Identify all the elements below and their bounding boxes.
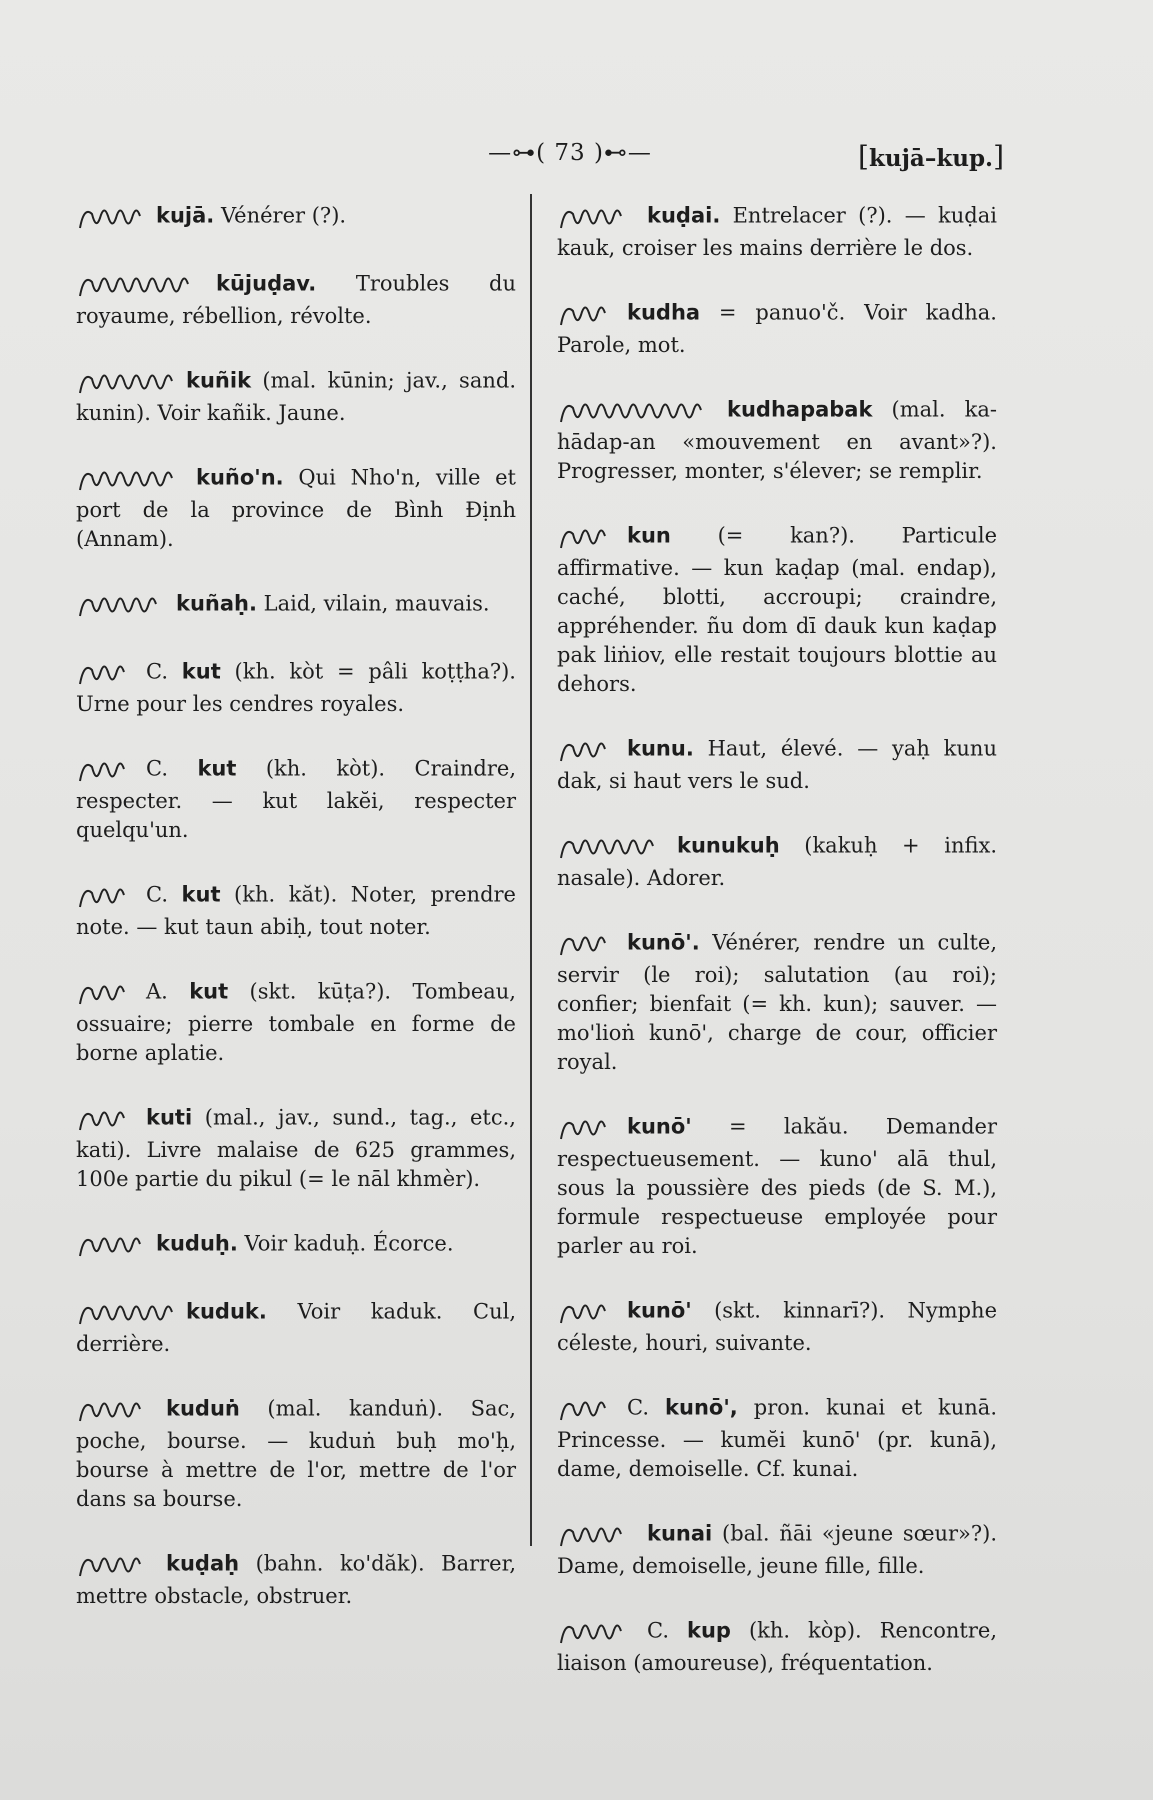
definition: (mal. ka-hādap-an «mouvement en avant»?). Progresser, monter, s'élever; se remplir.	[557, 397, 997, 483]
definition: (= kan?). Particule affirmative. — kun kaḍap (mal. endap), caché, blotti, accroupi; craindre, appréhender. ñu dom dī dauk kun kaḍap pak liṅiov, elle restait toujours blottie au dehors.	[557, 523, 997, 696]
dictionary-entry	[557, 1111, 997, 1261]
origin-prefix: C.	[647, 1618, 669, 1643]
running-head: [kujā–kup.]	[858, 140, 1005, 173]
headword: kun	[627, 523, 671, 548]
dictionary-entry	[557, 297, 997, 360]
dictionary-entry	[76, 1393, 516, 1514]
dictionary-entry	[557, 1295, 997, 1358]
headword: kuñik	[186, 368, 252, 393]
headword: kunō'.	[627, 930, 700, 955]
headword: kuduṅ	[166, 1396, 240, 1421]
origin-prefix: C.	[146, 756, 168, 781]
cham-script-headword-icon	[557, 1518, 637, 1552]
running-head-text: kujā–kup.	[868, 145, 994, 172]
cham-script-headword-icon	[557, 200, 637, 234]
headword: kunō',	[665, 1395, 738, 1420]
headword: kuḍai.	[647, 203, 721, 228]
page-number: —⊶( 73 )⊷—	[488, 140, 652, 166]
dictionary-entry	[76, 1228, 516, 1262]
dictionary-entry	[76, 976, 516, 1068]
dictionary-entry	[76, 1296, 516, 1359]
cham-script-headword-icon	[76, 588, 166, 622]
headword: kuño'n.	[196, 465, 284, 490]
definition: (kakuḥ + infix. nasale). Adorer.	[557, 833, 997, 890]
definition: Voir kaduk. Cul, derrière.	[76, 1299, 516, 1356]
headword: kujā.	[156, 203, 215, 228]
cham-script-headword-icon	[76, 1228, 146, 1262]
headword: kuti	[146, 1105, 193, 1130]
definition: Haut, élevé. — yaḥ kunu dak, si haut vers le sud.	[557, 736, 997, 793]
headword: kuḍaḥ	[166, 1551, 240, 1576]
origin-prefix: A.	[146, 979, 168, 1004]
definition: (skt. kinnarī?). Nymphe céleste, houri, suivante.	[557, 1298, 997, 1355]
cham-script-headword-icon	[76, 656, 136, 690]
dictionary-entry	[557, 733, 997, 796]
headword: kut	[181, 659, 221, 684]
definition: (kh. kòp). Rencontre, liaison (amoureuse), fréquentation.	[557, 1618, 997, 1675]
cham-script-headword-icon	[76, 462, 186, 496]
definition: (kh. kăt). Noter, prendre note. — kut taun abiḥ, tout noter.	[76, 882, 516, 939]
cham-script-headword-icon	[76, 365, 176, 399]
cham-script-headword-icon	[76, 1102, 136, 1136]
definition: Laid, vilain, mauvais.	[256, 591, 490, 616]
definition: pron. kunai et kunā. Princesse. — kumĕi kunō' (pr. kunā), dame, demoiselle. Cf. kunai.	[557, 1395, 997, 1481]
definition: (bahn. ko'dăk). Barrer, mettre obstacle, obstruer.	[76, 1551, 516, 1608]
cham-script-headword-icon	[557, 1295, 617, 1329]
dictionary-entry	[76, 588, 516, 622]
headword: kunō'	[627, 1298, 692, 1323]
headword: kuduḥ.	[156, 1231, 238, 1256]
definition: Entrelacer (?). — kuḍai kauk, croiser les mains derrière le dos.	[557, 203, 997, 260]
origin-prefix: C.	[627, 1395, 649, 1420]
definition: (mal., jav., sund., tag., etc., kati). Livre malaise de 625 grammes, 100e partie du pikul (= le nāl khmèr).	[76, 1105, 516, 1191]
dictionary-entry	[557, 1392, 997, 1484]
cham-script-headword-icon	[76, 753, 136, 787]
dictionary-entry	[76, 268, 516, 331]
cham-script-headword-icon	[557, 520, 617, 554]
headword: kup	[687, 1618, 731, 1643]
dictionary-entry	[76, 365, 516, 428]
headword: kudha	[627, 300, 701, 325]
definition: Troubles du royaume, rébellion, révolte.	[76, 271, 516, 328]
headword: kunō'	[627, 1114, 692, 1139]
cham-script-headword-icon	[557, 1111, 617, 1145]
definition: (bal. ñāi «jeune sœur»?). Dame, demoiselle, jeune fille, fille.	[557, 1521, 997, 1578]
headword: kuñaḥ.	[176, 591, 257, 616]
headword: kudhapabak	[727, 397, 873, 422]
cham-script-headword-icon	[76, 268, 206, 302]
cham-script-headword-icon	[557, 1392, 617, 1426]
cham-script-headword-icon	[557, 830, 667, 864]
dictionary-entry	[557, 520, 997, 699]
dictionary-entry	[557, 927, 997, 1077]
cham-script-headword-icon	[76, 200, 146, 234]
dictionary-entry	[76, 200, 516, 234]
definition: = panuo'č. Voir kadha. Parole, mot.	[557, 300, 997, 357]
dictionary-entry	[76, 462, 516, 554]
headword: kunai	[647, 1521, 713, 1546]
cham-script-headword-icon	[557, 1615, 637, 1649]
column-divider	[530, 194, 532, 1546]
dictionary-entry	[557, 1615, 997, 1678]
cham-script-headword-icon	[557, 733, 617, 767]
definition: Voir kaduḥ. Écorce.	[237, 1231, 454, 1256]
dictionary-entry	[76, 1102, 516, 1194]
headword: kut	[189, 979, 229, 1004]
cham-script-headword-icon	[557, 394, 717, 428]
dictionary-entry	[76, 879, 516, 942]
cham-script-headword-icon	[76, 1393, 156, 1427]
definition: (kh. kòt). Craindre, respecter. — kut lakĕi, respecter quelqu'un.	[76, 756, 516, 842]
definition: Vénérer (?).	[214, 203, 347, 228]
origin-prefix: C.	[146, 659, 168, 684]
cham-script-headword-icon	[76, 1296, 176, 1330]
cham-script-headword-icon	[76, 976, 136, 1010]
left-column	[76, 200, 516, 1645]
cham-script-headword-icon	[557, 297, 617, 331]
page-number-value: 73	[554, 140, 586, 166]
dictionary-entry	[557, 1518, 997, 1581]
dictionary-entry	[76, 656, 516, 719]
dictionary-entry	[557, 830, 997, 893]
headword: kunu.	[627, 736, 694, 761]
headword: kuduk.	[186, 1299, 267, 1324]
dictionary-entry	[76, 753, 516, 845]
definition: (mal. kūnin; jav., sand. kunin). Voir kañik. Jaune.	[76, 368, 516, 425]
definition: Vénérer, rendre un culte, servir (le roi); salutation (au roi); confier; bienfait (= kh. kun); sauver. — mo'lioṅ kunō', charge de cour, officier royal.	[557, 930, 997, 1074]
headword: kut	[181, 882, 221, 907]
cham-script-headword-icon	[557, 927, 617, 961]
definition: = lakău. Demander respectueusement. — kuno' alā thul, sous la poussière des pieds (de S. M.), formule respectueuse employée pour parler au roi.	[557, 1114, 997, 1258]
dictionary-entry	[557, 200, 997, 263]
definition: (mal. kanduṅ). Sac, poche, bourse. — kuduṅ buḥ mo'ḥ, bourse à mettre de l'or, mettre de l'or dans sa bourse.	[76, 1396, 516, 1511]
headword: kunukuḥ	[677, 833, 780, 858]
origin-prefix: C.	[146, 882, 168, 907]
cham-script-headword-icon	[76, 1548, 156, 1582]
headword: kūjuḍav.	[216, 271, 317, 296]
dictionary-entry	[76, 1548, 516, 1611]
definition: (skt. kūṭa?). Tombeau, ossuaire; pierre tombale en forme de borne aplatie.	[76, 979, 516, 1065]
dictionary-entry	[557, 394, 997, 486]
cham-script-headword-icon	[76, 879, 136, 913]
right-column	[557, 200, 997, 1712]
headword: kut	[197, 756, 237, 781]
definition: Qui Nho'n, ville et port de la province de Bình Định (Annam).	[76, 465, 516, 551]
definition: (kh. kòt = pâli koṭṭha?). Urne pour les cendres royales.	[76, 659, 516, 716]
